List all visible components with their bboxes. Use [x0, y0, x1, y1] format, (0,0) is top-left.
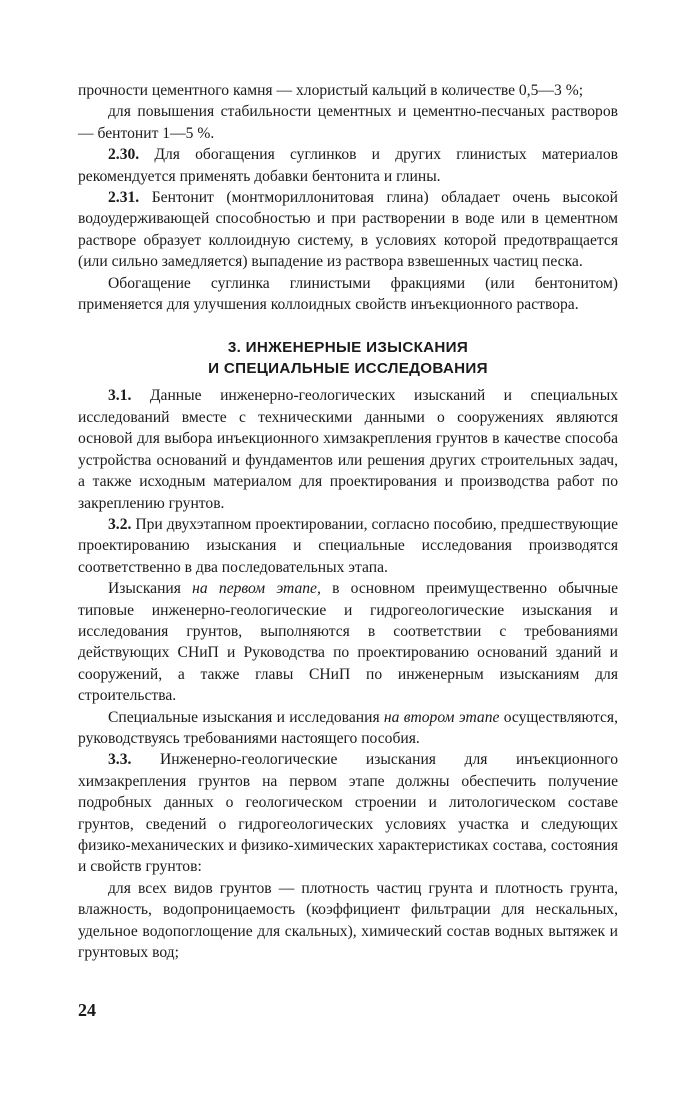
- paragraph-text: При двухэтапном проектировании, согласно пособию, предшествующие проектированию изыскания и специальные исследования производятся соответственно в два последовательных этапа.: [78, 515, 618, 576]
- section-heading: [78, 337, 618, 379]
- paragraph-text: осуществляются, руководствуясь требованиями настоящего пособия.: [78, 708, 619, 747]
- paragraph-3-2: [78, 514, 618, 578]
- page-number: 24: [78, 1000, 96, 1020]
- paragraph-second-stage: [78, 707, 618, 750]
- paragraph-all-soils: [78, 878, 618, 964]
- emphasis-second-stage: на втором этапе: [383, 708, 500, 726]
- paragraph-enrichment: [78, 273, 618, 316]
- paragraph-text: Для обогащения суглинков и других глинистых материалов рекомендуется применять добавки бентонита и глины.: [78, 146, 618, 185]
- paragraph-text: Специальные изыскания и исследования: [108, 708, 384, 726]
- paragraph-text: Изыскания: [108, 580, 193, 598]
- paragraph-text: Данные инженерно-геологических изысканий и специальных исследований вместе с техническими данными о сооружениях являются основой для выбора инъекционного химзакрепления грунтов в качестве способа устройства оснований и фундаментов или решения других строительных задач, а также исходным материалом для проектирования и производства работ по закреплению грунтов.: [78, 387, 618, 512]
- paragraph-text: Обогащение суглинка глинистыми фракциями (или бентонитом) применяется для улучшения коллоидных свойств инъекционного раствора.: [78, 274, 618, 314]
- paragraph-2-30: [78, 144, 618, 187]
- paragraph-3-1: [78, 385, 618, 513]
- paragraph-text: для всех видов грунтов — плотность частиц грунта и плотность грунта, влажность, водопроницаемость (коэффициент фильтрации для нескальных, удельное водопоглощение для скальных), химический состав водных вытяжек и грунтовых вод;: [78, 879, 618, 962]
- paragraph-continuation: [78, 80, 618, 101]
- paragraph-2-31: [78, 187, 618, 273]
- paragraph-bentonite-stability: [78, 101, 618, 144]
- paragraph-first-stage: [78, 578, 618, 706]
- paragraph-number: 2.31.: [108, 189, 140, 207]
- emphasis-first-stage: на первом этапе,: [192, 580, 321, 598]
- page-body: [78, 80, 618, 963]
- paragraph-number: 3.2.: [108, 515, 132, 533]
- paragraph-text: Инженерно-геологические изыскания для инъекционного химзакрепления грунтов на первом этапе должны обеспечить получение подробных данных о геологическом строении и литологическом составе грунтов, сведений о гидрогеологических условиях участка и следующих физико-механических и физико-химических характеристиках состава, состояния и свойств грунтов:: [78, 751, 618, 876]
- section-heading-line-2: И СПЕЦИАЛЬНЫЕ ИССЛЕДОВАНИЯ: [208, 360, 488, 378]
- paragraph-text: Бентонит (монтмориллонитовая глина) обладает очень высокой водоудерживающей способностью и при растворении в воде или в цементном растворе образует коллоидную систему, в условиях которой предотвращается (или сильно замедляется) выпадение из раствора взвешенных частиц песка.: [78, 189, 618, 271]
- paragraph-number: 3.1.: [108, 387, 132, 405]
- paragraph-text: в основном преимущественно обычные типовые инженерно-геологические и гидрогеологические изыскания и исследования грунтов, выполняются в соответствии с требованиями действующих СНиП и Руководства по проектированию оснований зданий и сооружений, а также главы СНиП по инженерным изысканиям для строительства.: [78, 580, 618, 705]
- section-heading-line-1: 3. ИНЖЕНЕРНЫЕ ИЗЫСКАНИЯ: [227, 339, 469, 357]
- paragraph-text: прочности цементного камня — хлористый кальций в количестве 0,5—3 %;: [78, 82, 584, 99]
- paragraph-text: для повышения стабильности цементных и цементно-песчаных растворов — бентонит 1—5 %.: [78, 103, 618, 142]
- paragraph-number: 2.30.: [108, 146, 140, 164]
- paragraph-3-3: [78, 749, 618, 877]
- paragraph-number: 3.3.: [108, 751, 132, 769]
